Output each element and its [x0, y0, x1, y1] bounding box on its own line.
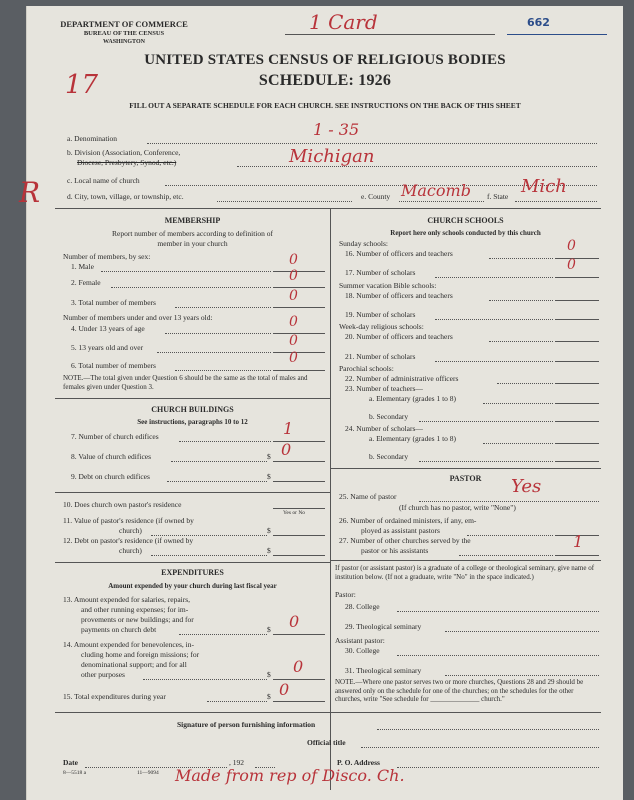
- q16-label: 16. Number of officers and teachers: [345, 249, 453, 258]
- q15-label: 15. Total expenditures during year: [63, 692, 166, 701]
- q8-dots: [171, 461, 267, 462]
- q14-label-1: 14. Amount expended for benevolences, in-: [63, 640, 195, 649]
- department-heading: [49, 20, 199, 47]
- fill-instruction: FILL OUT A SEPARATE SCHEDULE FOR EACH CHURCH. SEE INSTRUCTIONS ON THE BACK OF THIS SHEET: [129, 101, 521, 110]
- q23a-answer-line[interactable]: [555, 403, 599, 404]
- q19-dots: [435, 319, 553, 320]
- q31-answer-line[interactable]: [445, 675, 599, 676]
- q23b-answer-line[interactable]: [555, 421, 599, 422]
- q8-dollar: $: [267, 452, 271, 461]
- bottom-rule: [55, 712, 601, 713]
- denomination-line[interactable]: [147, 143, 597, 144]
- buildings-rule-1: [55, 492, 330, 493]
- column-divider: [330, 208, 331, 790]
- division-label-2: Diocese, Presbytery, Synod, etc.): [77, 158, 177, 167]
- pastor-heading: PASTOR: [449, 474, 482, 483]
- census-schedule-sheet: [19, 6, 623, 800]
- q31-label: 31. Theological seminary: [345, 666, 422, 675]
- pastor-rule: [330, 560, 601, 561]
- official-title-line[interactable]: [361, 747, 599, 748]
- bureau-name: BUREAU OF THE CENSUS: [83, 30, 165, 37]
- q5-over13-label: 5. 13 years old and over: [71, 343, 144, 352]
- q11-answer-line[interactable]: [273, 535, 325, 536]
- q7-edifices-label: 7. Number of church edifices: [71, 432, 159, 441]
- q21-label: 21. Number of scholars: [345, 352, 416, 361]
- q1-value: 0: [289, 252, 298, 268]
- county-line[interactable]: [399, 201, 484, 202]
- q20-dots: [489, 341, 553, 342]
- division-label-1: b. Division (Association, Conference,: [67, 148, 181, 157]
- date-label: Date: [63, 758, 78, 767]
- q7-value: 1: [283, 419, 294, 438]
- weekday-schools-label: Week-day religious schools:: [339, 322, 424, 331]
- q4-answer-line[interactable]: [273, 333, 325, 334]
- q26-label-2: ployed as assistant pastors: [361, 526, 440, 535]
- q12-label-1: 12. Debt on pastor's residence (if owned by: [63, 536, 194, 545]
- q13-label-1: 13. Amount expended for salaries, repairs,: [63, 595, 191, 604]
- q26-dots: [467, 535, 553, 536]
- denomination-label: a. Denomination: [67, 134, 117, 143]
- q18-answer-line[interactable]: [555, 300, 599, 301]
- q2-value: 0: [289, 268, 298, 284]
- q24b-label: b. Secondary: [369, 452, 409, 461]
- q17-label: 17. Number of scholars: [345, 268, 416, 277]
- q25-note: (If church has no pastor, write "None"): [399, 503, 516, 512]
- q5-value: 0: [289, 333, 298, 349]
- q15-answer-line[interactable]: [273, 701, 325, 702]
- q13-dollar: $: [267, 625, 271, 634]
- q9-dots: [167, 481, 267, 482]
- q14-label-3: denominational support; and for all: [81, 660, 187, 669]
- q6-dots: [175, 370, 271, 371]
- q18-label: 18. Number of officers and teachers: [345, 291, 453, 300]
- assistant-sublabel: Assistant pastor:: [335, 636, 385, 645]
- by-sex-label: Number of members, by sex:: [63, 252, 151, 261]
- po-address-label: P. O. Address: [337, 758, 380, 767]
- pastor-sublabel: Pastor:: [335, 590, 356, 599]
- q23a-label: a. Elementary (grades 1 to 8): [369, 394, 457, 403]
- q2-dots: [111, 287, 271, 288]
- county-value: Macomb: [401, 181, 471, 200]
- q24a-label: a. Elementary (grades 1 to 8): [369, 434, 457, 443]
- city-line[interactable]: [217, 201, 352, 202]
- q13-dots: [179, 634, 267, 635]
- q11-dollar: $: [267, 526, 271, 535]
- state-label: f. State: [487, 192, 509, 201]
- expenditures-intro: Amount expended by your church during last fiscal year: [108, 582, 277, 590]
- q11-label-2: church): [119, 526, 142, 535]
- handwritten-r-mark: R: [19, 176, 41, 209]
- q12-dots: [151, 555, 267, 556]
- q7-dots: [179, 441, 271, 442]
- q15-value: 0: [279, 680, 290, 699]
- q11-label-1: 11. Value of pastor's residence (if owned by: [63, 516, 194, 525]
- form-code-1: 8—5518 a: [63, 770, 87, 776]
- handwritten-17: 17: [65, 70, 99, 100]
- dept-name: DEPARTMENT OF COMMERCE: [60, 19, 188, 29]
- q25-answer-line[interactable]: [419, 501, 599, 502]
- q4-under13-label: 4. Under 13 years of age: [71, 324, 145, 333]
- q28-label: 28. College: [345, 602, 380, 611]
- schools-intro: Report here only schools conducted by this church: [390, 229, 541, 237]
- q13-label-3: provements or new buildings; and for: [81, 615, 194, 624]
- state-value: Mich: [521, 176, 567, 197]
- city-name: WASHINGTON: [103, 39, 145, 45]
- q12-answer-line[interactable]: [273, 555, 325, 556]
- q20-label: 20. Number of officers and teachers: [345, 332, 453, 341]
- q19-label: 19. Number of scholars: [345, 310, 416, 319]
- q25-value: Yes: [511, 476, 542, 497]
- q29-label: 29. Theological seminary: [345, 622, 422, 631]
- q24-label: 24. Number of scholars—: [345, 424, 423, 433]
- q24a-dots: [483, 443, 553, 444]
- q27-value: 1: [573, 532, 584, 551]
- q24b-dots: [419, 461, 553, 462]
- top-rule: [55, 208, 601, 209]
- q13-answer-line[interactable]: [273, 634, 325, 635]
- stamp-underline: [507, 34, 607, 35]
- q14-dollar: $: [267, 670, 271, 679]
- q14-value: 0: [293, 657, 304, 676]
- q23a-dots: [483, 403, 553, 404]
- form-title: UNITED STATES CENSUS OF RELIGIOUS BODIES: [144, 52, 506, 68]
- q9-dollar: $: [267, 472, 271, 481]
- q9-debt-label: 9. Debt on church edifices: [71, 472, 150, 481]
- pastor-note: NOTE.—Where one pastor serves two or more churches, Questions 28 and 29 should be answered only on the schedule for one of the churches; on the schedules for the other churches, write "See schedule for ______________ church.": [335, 678, 584, 703]
- q16-value: 0: [567, 238, 576, 254]
- handwritten-card-note: 1 Card: [309, 10, 378, 34]
- handwritten-footer-note: Made from rep of Disco. Ch.: [175, 766, 405, 785]
- q17-dots: [435, 277, 553, 278]
- q30-answer-line[interactable]: [397, 655, 599, 656]
- county-label: e. County: [361, 192, 391, 201]
- summer-schools-label: Summer vacation Bible schools:: [339, 281, 437, 290]
- membership-note: NOTE.—The total given under Question 6 should be the same as the total of males and females given under Question 3.: [63, 374, 308, 391]
- q3-total-label: 3. Total number of members: [71, 298, 156, 307]
- q18-dots: [489, 300, 553, 301]
- state-line[interactable]: [515, 201, 597, 202]
- city-label: d. City, town, village, or township, etc.: [67, 192, 184, 201]
- buildings-heading: CHURCH BUILDINGS: [151, 405, 234, 414]
- q22-label: 22. Number of administrative officers: [345, 374, 459, 383]
- q19-answer-line[interactable]: [555, 319, 599, 320]
- q16-answer-line[interactable]: [555, 258, 599, 259]
- sunday-schools-label: Sunday schools:: [339, 239, 388, 248]
- buildings-intro: See instructions, paragraphs 10 to 12: [137, 418, 248, 426]
- buildings-rule-2: [55, 562, 330, 563]
- signature-line[interactable]: [377, 729, 599, 730]
- membership-heading: MEMBERSHIP: [164, 216, 221, 225]
- q27-answer-line[interactable]: [555, 555, 599, 556]
- q2-answer-line[interactable]: [273, 287, 325, 288]
- q20-answer-line[interactable]: [555, 341, 599, 342]
- card-underline: [285, 34, 495, 35]
- q26-label-1: 26. Number of ordained ministers, if any, em-: [339, 516, 477, 525]
- q30-label: 30. College: [345, 646, 380, 655]
- q3-dots: [175, 307, 271, 308]
- q3-value: 0: [289, 288, 298, 304]
- schools-rule: [330, 468, 601, 469]
- q28-answer-line[interactable]: [397, 611, 599, 612]
- q1-male-label: 1. Male: [71, 262, 94, 271]
- q23b-label: b. Secondary: [369, 412, 409, 421]
- q13-label-4: payments on church debt: [81, 625, 157, 634]
- q8-answer-line[interactable]: [273, 461, 325, 462]
- q24b-answer-line[interactable]: [555, 461, 599, 462]
- q17-answer-line[interactable]: [555, 277, 599, 278]
- q22-dots: [497, 383, 553, 384]
- q12-label-2: church): [119, 546, 142, 555]
- q23b-dots: [419, 421, 553, 422]
- q15-dots: [207, 701, 267, 702]
- q21-answer-line[interactable]: [555, 361, 599, 362]
- q6-answer-line[interactable]: [273, 370, 325, 371]
- schools-heading: CHURCH SCHOOLS: [427, 216, 504, 225]
- q27-label-2: pastor or his assistants: [361, 546, 429, 555]
- q6-value: 0: [289, 350, 298, 366]
- local-name-label: c. Local name of church: [67, 176, 140, 185]
- q2-female-label: 2. Female: [71, 278, 101, 287]
- q16-dots: [489, 258, 553, 259]
- q10-residence-label: 10. Does church own pastor's residence: [63, 500, 182, 509]
- q5-answer-line[interactable]: [273, 352, 325, 353]
- q5-dots: [157, 352, 271, 353]
- division-value: Michigan: [289, 146, 375, 167]
- q17-value: 0: [567, 257, 576, 273]
- q8-value-label: 8. Value of church edifices: [71, 452, 152, 461]
- denomination-value: 1 - 35: [313, 120, 360, 139]
- q21-dots: [435, 361, 553, 362]
- q24a-answer-line[interactable]: [555, 443, 599, 444]
- q14-dots: [143, 679, 267, 680]
- q13-value: 0: [289, 612, 300, 631]
- graduate-note: If pastor (or assistant pastor) is a graduate of a college or theological seminary, give name of institution below. (If not a graduate, write "No" in the space indicated.): [335, 564, 595, 581]
- q22-answer-line[interactable]: [555, 383, 599, 384]
- membership-intro-1: Report number of members according to definition of: [112, 229, 273, 238]
- form-code-2: 11—9094: [137, 770, 159, 776]
- q9-answer-line[interactable]: [273, 481, 325, 482]
- q29-answer-line[interactable]: [445, 631, 599, 632]
- q14-label-4: other purposes: [81, 670, 125, 679]
- membership-rule: [55, 398, 330, 399]
- expenditures-heading: EXPENDITURES: [161, 568, 224, 577]
- q4-dots: [165, 333, 271, 334]
- q27-label-1: 27. Number of other churches served by the: [339, 536, 471, 545]
- q13-label-2: and other running expenses; for im-: [81, 605, 189, 614]
- membership-intro-2: member in your church: [157, 239, 228, 248]
- q15-dollar: $: [267, 692, 271, 701]
- age-intro-label: Number of members under and over 13 years old:: [63, 313, 213, 322]
- q27-dots: [459, 555, 553, 556]
- schedule-number-stamp: 662: [527, 16, 550, 29]
- yes-no-hint: Yes or No: [283, 510, 306, 516]
- q10-answer-line[interactable]: [273, 508, 325, 509]
- schedule-year: SCHEDULE: 1926: [258, 72, 392, 89]
- q25-label: 25. Name of pastor: [339, 492, 397, 501]
- po-address-line[interactable]: [397, 767, 599, 768]
- q23-label: 23. Number of teachers—: [345, 384, 423, 393]
- q6-total-label: 6. Total number of members: [71, 361, 156, 370]
- signature-label: Signature of person furnishing information: [177, 720, 316, 729]
- q8-value: 0: [281, 440, 292, 459]
- official-title-label: Official title: [307, 738, 346, 747]
- q4-value: 0: [289, 314, 298, 330]
- q3-answer-line[interactable]: [273, 307, 325, 308]
- year-label: , 192: [229, 758, 244, 767]
- q1-answer-line[interactable]: [273, 271, 325, 272]
- parochial-schools-label: Parochial schools:: [339, 364, 394, 373]
- q12-dollar: $: [267, 546, 271, 555]
- q14-label-2: cluding home and foreign missions; for: [81, 650, 200, 659]
- q1-dots: [101, 271, 271, 272]
